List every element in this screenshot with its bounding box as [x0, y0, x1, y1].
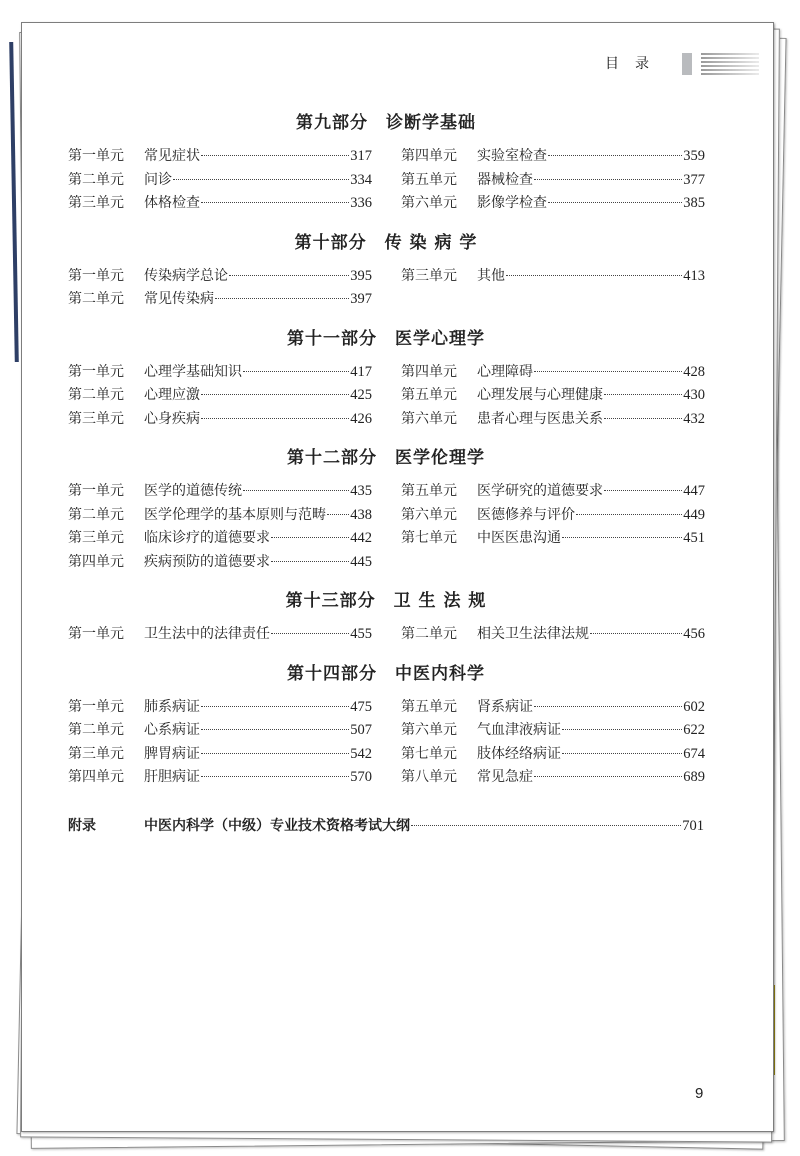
entry-page: 413	[683, 267, 705, 284]
dot-leader	[201, 706, 349, 707]
entry-unit: 第六单元	[401, 506, 457, 523]
dot-leader	[534, 776, 682, 777]
toc-entry	[68, 169, 372, 193]
entry-unit: 第八单元	[401, 769, 457, 785]
dot-leader	[271, 537, 349, 538]
toc-entry	[68, 696, 372, 720]
right-column	[401, 623, 705, 647]
entry-page: 447	[683, 483, 705, 499]
entry-page: 445	[350, 553, 372, 570]
dot-leader	[229, 275, 349, 276]
entry-page: 451	[683, 530, 705, 546]
entry-page: 336	[350, 195, 372, 211]
dot-leader	[201, 155, 349, 156]
section-title: 第九部分 诊断学基础	[296, 113, 476, 133]
entry-title: 中医医患沟通	[477, 530, 561, 546]
entry-unit: 第二单元	[401, 626, 457, 642]
entry-unit: 第七单元	[401, 530, 457, 546]
entry-unit: 第二单元	[68, 171, 124, 188]
entry-unit: 第五单元	[401, 387, 457, 403]
entry-title: 医学伦理学的基本原则与范畴	[144, 506, 326, 523]
entry-unit: 第三单元	[68, 530, 124, 546]
dot-leader	[562, 753, 682, 754]
dot-leader	[215, 298, 349, 299]
entry-unit: 第四单元	[401, 363, 457, 380]
entry-page: 442	[350, 530, 372, 546]
entry-title: 肝胆病证	[144, 769, 200, 785]
toc-entry	[68, 384, 372, 408]
entry-page: 674	[683, 745, 705, 762]
section-entries	[68, 480, 704, 574]
toc-entry	[68, 504, 372, 528]
entry-page: 428	[683, 363, 705, 380]
toc-entry	[401, 361, 705, 385]
entry-unit: 第二单元	[68, 722, 124, 738]
right-column	[401, 265, 705, 312]
toc-entry	[401, 527, 705, 551]
dot-leader	[243, 490, 349, 491]
entry-title: 体格检查	[144, 195, 200, 211]
right-column	[401, 361, 705, 432]
entry-title: 其他	[477, 267, 505, 284]
dot-leader	[534, 371, 682, 372]
section-title: 第十四部分 中医内科学	[287, 663, 485, 684]
entry-page: 432	[683, 410, 705, 427]
toc-entry	[401, 408, 705, 432]
entry-title: 实验室检查	[477, 148, 547, 164]
toc-entry	[68, 361, 372, 385]
entry-page: 334	[350, 171, 372, 188]
section-title: 第十一部分 医学心理学	[287, 328, 485, 349]
dot-leader	[604, 490, 682, 491]
toc-entry	[401, 696, 705, 720]
dot-leader	[534, 179, 682, 180]
header-decoration-block	[682, 53, 692, 75]
dot-leader	[201, 753, 349, 754]
entry-page: 456	[683, 626, 705, 642]
entry-title: 卫生法中的法律责任	[144, 626, 270, 642]
section-title: 第十三部分 卫 生 法 规	[285, 591, 487, 611]
entry-unit: 第一单元	[68, 363, 124, 380]
entry-page: 430	[683, 387, 705, 403]
entry-unit: 第六单元	[401, 722, 457, 738]
dot-leader	[201, 394, 349, 395]
toc-entry	[401, 192, 705, 216]
dot-leader	[243, 371, 349, 372]
entry-page: 317	[350, 148, 372, 164]
dot-leader	[604, 394, 682, 395]
entry-title: 常见传染病	[144, 291, 214, 307]
cover-edge-stripe	[9, 42, 19, 362]
entry-title: 心系病证	[144, 722, 200, 738]
toc-entry	[68, 288, 372, 312]
section-entries	[68, 623, 704, 647]
section-entries	[68, 361, 704, 432]
entry-page: 507	[350, 722, 372, 738]
entry-page: 397	[350, 291, 372, 307]
entry-page: 395	[350, 267, 372, 284]
entry-title: 肺系病证	[144, 698, 200, 715]
entry-unit: 第一单元	[68, 626, 124, 642]
right-column	[401, 480, 705, 574]
entry-unit: 第五单元	[401, 483, 457, 499]
toc-entry	[401, 169, 705, 193]
appendix-page: 701	[682, 817, 704, 834]
section-entries	[68, 265, 704, 312]
entry-unit: 第一单元	[68, 148, 124, 164]
dot-leader	[506, 275, 682, 276]
toc-entry	[401, 743, 705, 767]
entry-title: 医学的道德传统	[144, 483, 242, 499]
toc-content	[68, 111, 704, 838]
entry-page: 385	[683, 195, 705, 211]
toc-entry	[68, 480, 372, 504]
entry-title: 器械检查	[477, 171, 533, 188]
entry-title: 肾系病证	[477, 698, 533, 715]
entry-unit: 第三单元	[68, 745, 124, 762]
entry-unit: 第六单元	[401, 195, 457, 211]
entry-page: 475	[350, 698, 372, 715]
entry-title: 临床诊疗的道德要求	[144, 530, 270, 546]
toc-entry	[401, 504, 705, 528]
appendix-title: 中医内科学（中级）专业技术资格考试大纲	[144, 817, 410, 834]
header-decoration-lines	[701, 53, 759, 75]
entry-page: 455	[350, 626, 372, 642]
dot-leader	[562, 729, 682, 730]
dot-leader	[548, 202, 682, 203]
entry-unit: 第三单元	[401, 267, 457, 284]
toc-entry	[401, 719, 705, 743]
dot-leader	[271, 633, 349, 634]
entry-title: 医德修养与评价	[477, 506, 575, 523]
entry-unit: 第六单元	[401, 410, 457, 427]
entry-title: 心理应激	[144, 387, 200, 403]
toc-entry	[401, 384, 705, 408]
toc-entry	[68, 719, 372, 743]
dot-leader	[201, 418, 349, 419]
entry-title: 心理障碍	[477, 363, 533, 380]
toc-page	[21, 22, 774, 1132]
toc-entry	[68, 527, 372, 551]
entry-title: 传染病学总论	[144, 267, 228, 284]
toc-entry	[68, 743, 372, 767]
left-column	[68, 265, 372, 312]
toc-entry	[68, 551, 372, 575]
entry-unit: 第二单元	[68, 387, 124, 403]
dot-leader	[327, 514, 349, 515]
dot-leader	[201, 202, 349, 203]
entry-unit: 第三单元	[68, 410, 124, 427]
dot-leader	[201, 776, 349, 777]
entry-page: 377	[683, 171, 705, 188]
entry-page: 438	[350, 506, 372, 523]
toc-entry	[68, 623, 372, 647]
entry-title: 肢体经络病证	[477, 745, 561, 762]
toc-entry	[68, 145, 372, 169]
dot-leader	[534, 706, 682, 707]
toc-entry	[68, 766, 372, 790]
entry-title: 常见急症	[477, 769, 533, 785]
dot-leader	[548, 155, 682, 156]
appendix-entry	[68, 814, 704, 838]
toc-entry	[68, 408, 372, 432]
dot-leader	[201, 729, 349, 730]
entry-title: 气血津液病证	[477, 722, 561, 738]
entry-title: 患者心理与医患关系	[477, 410, 603, 427]
left-column	[68, 145, 372, 216]
left-column	[68, 361, 372, 432]
dot-leader	[173, 179, 349, 180]
entry-page: 542	[350, 745, 372, 762]
dot-leader	[562, 537, 682, 538]
section-title: 第十二部分 医学伦理学	[287, 448, 485, 468]
toc-entry	[401, 766, 705, 790]
entry-page: 417	[350, 363, 372, 380]
entry-unit: 第七单元	[401, 745, 457, 762]
entry-unit: 第五单元	[401, 698, 457, 715]
dot-leader	[271, 561, 349, 562]
entry-title: 相关卫生法律法规	[477, 626, 589, 642]
right-column	[401, 145, 705, 216]
entry-page: 425	[350, 387, 372, 403]
entry-unit: 第二单元	[68, 506, 124, 523]
entry-title: 心理学基础知识	[144, 363, 242, 380]
section-title: 第十部分 传 染 病 学	[294, 232, 478, 253]
section-entries	[68, 145, 704, 216]
appendix-label: 附录	[68, 817, 96, 834]
right-column	[401, 696, 705, 790]
entry-unit: 第一单元	[68, 698, 124, 715]
entry-page: 435	[350, 483, 372, 499]
entry-title: 心身疾病	[144, 410, 200, 427]
entry-unit: 第四单元	[401, 148, 457, 164]
dot-leader	[590, 633, 682, 634]
entry-unit: 第一单元	[68, 267, 124, 284]
dot-leader	[604, 418, 682, 419]
toc-entry	[68, 192, 372, 216]
entry-unit: 第四单元	[68, 769, 124, 785]
left-column	[68, 623, 372, 647]
left-column	[68, 696, 372, 790]
dot-leader	[576, 514, 682, 515]
dot-leader	[411, 825, 681, 826]
toc-entry	[401, 480, 705, 504]
entry-title: 影像学检查	[477, 195, 547, 211]
entry-page: 449	[683, 506, 705, 523]
left-column	[68, 480, 372, 574]
entry-title: 脾胃病证	[144, 745, 200, 762]
entry-unit: 第一单元	[68, 483, 124, 499]
page-number: 9	[695, 1085, 704, 1102]
entry-page: 426	[350, 410, 372, 427]
entry-title: 心理发展与心理健康	[477, 387, 603, 403]
entry-title: 常见症状	[144, 148, 200, 164]
toc-entry	[68, 265, 372, 289]
entry-unit: 第四单元	[68, 553, 124, 570]
section-entries	[68, 696, 704, 790]
entry-page: 689	[683, 769, 705, 785]
toc-entry	[401, 265, 705, 289]
toc-entry	[401, 145, 705, 169]
entry-unit: 第五单元	[401, 171, 457, 188]
entry-unit: 第三单元	[68, 195, 124, 211]
entry-title: 问诊	[144, 171, 172, 188]
entry-title: 疾病预防的道德要求	[144, 553, 270, 570]
entry-page: 622	[683, 722, 705, 738]
entry-title: 医学研究的道德要求	[477, 483, 603, 499]
entry-page: 359	[683, 148, 705, 164]
entry-unit: 第二单元	[68, 291, 124, 307]
running-title: 目录	[605, 56, 665, 72]
entry-page: 570	[350, 769, 372, 785]
toc-entry	[401, 623, 705, 647]
entry-page: 602	[683, 698, 705, 715]
